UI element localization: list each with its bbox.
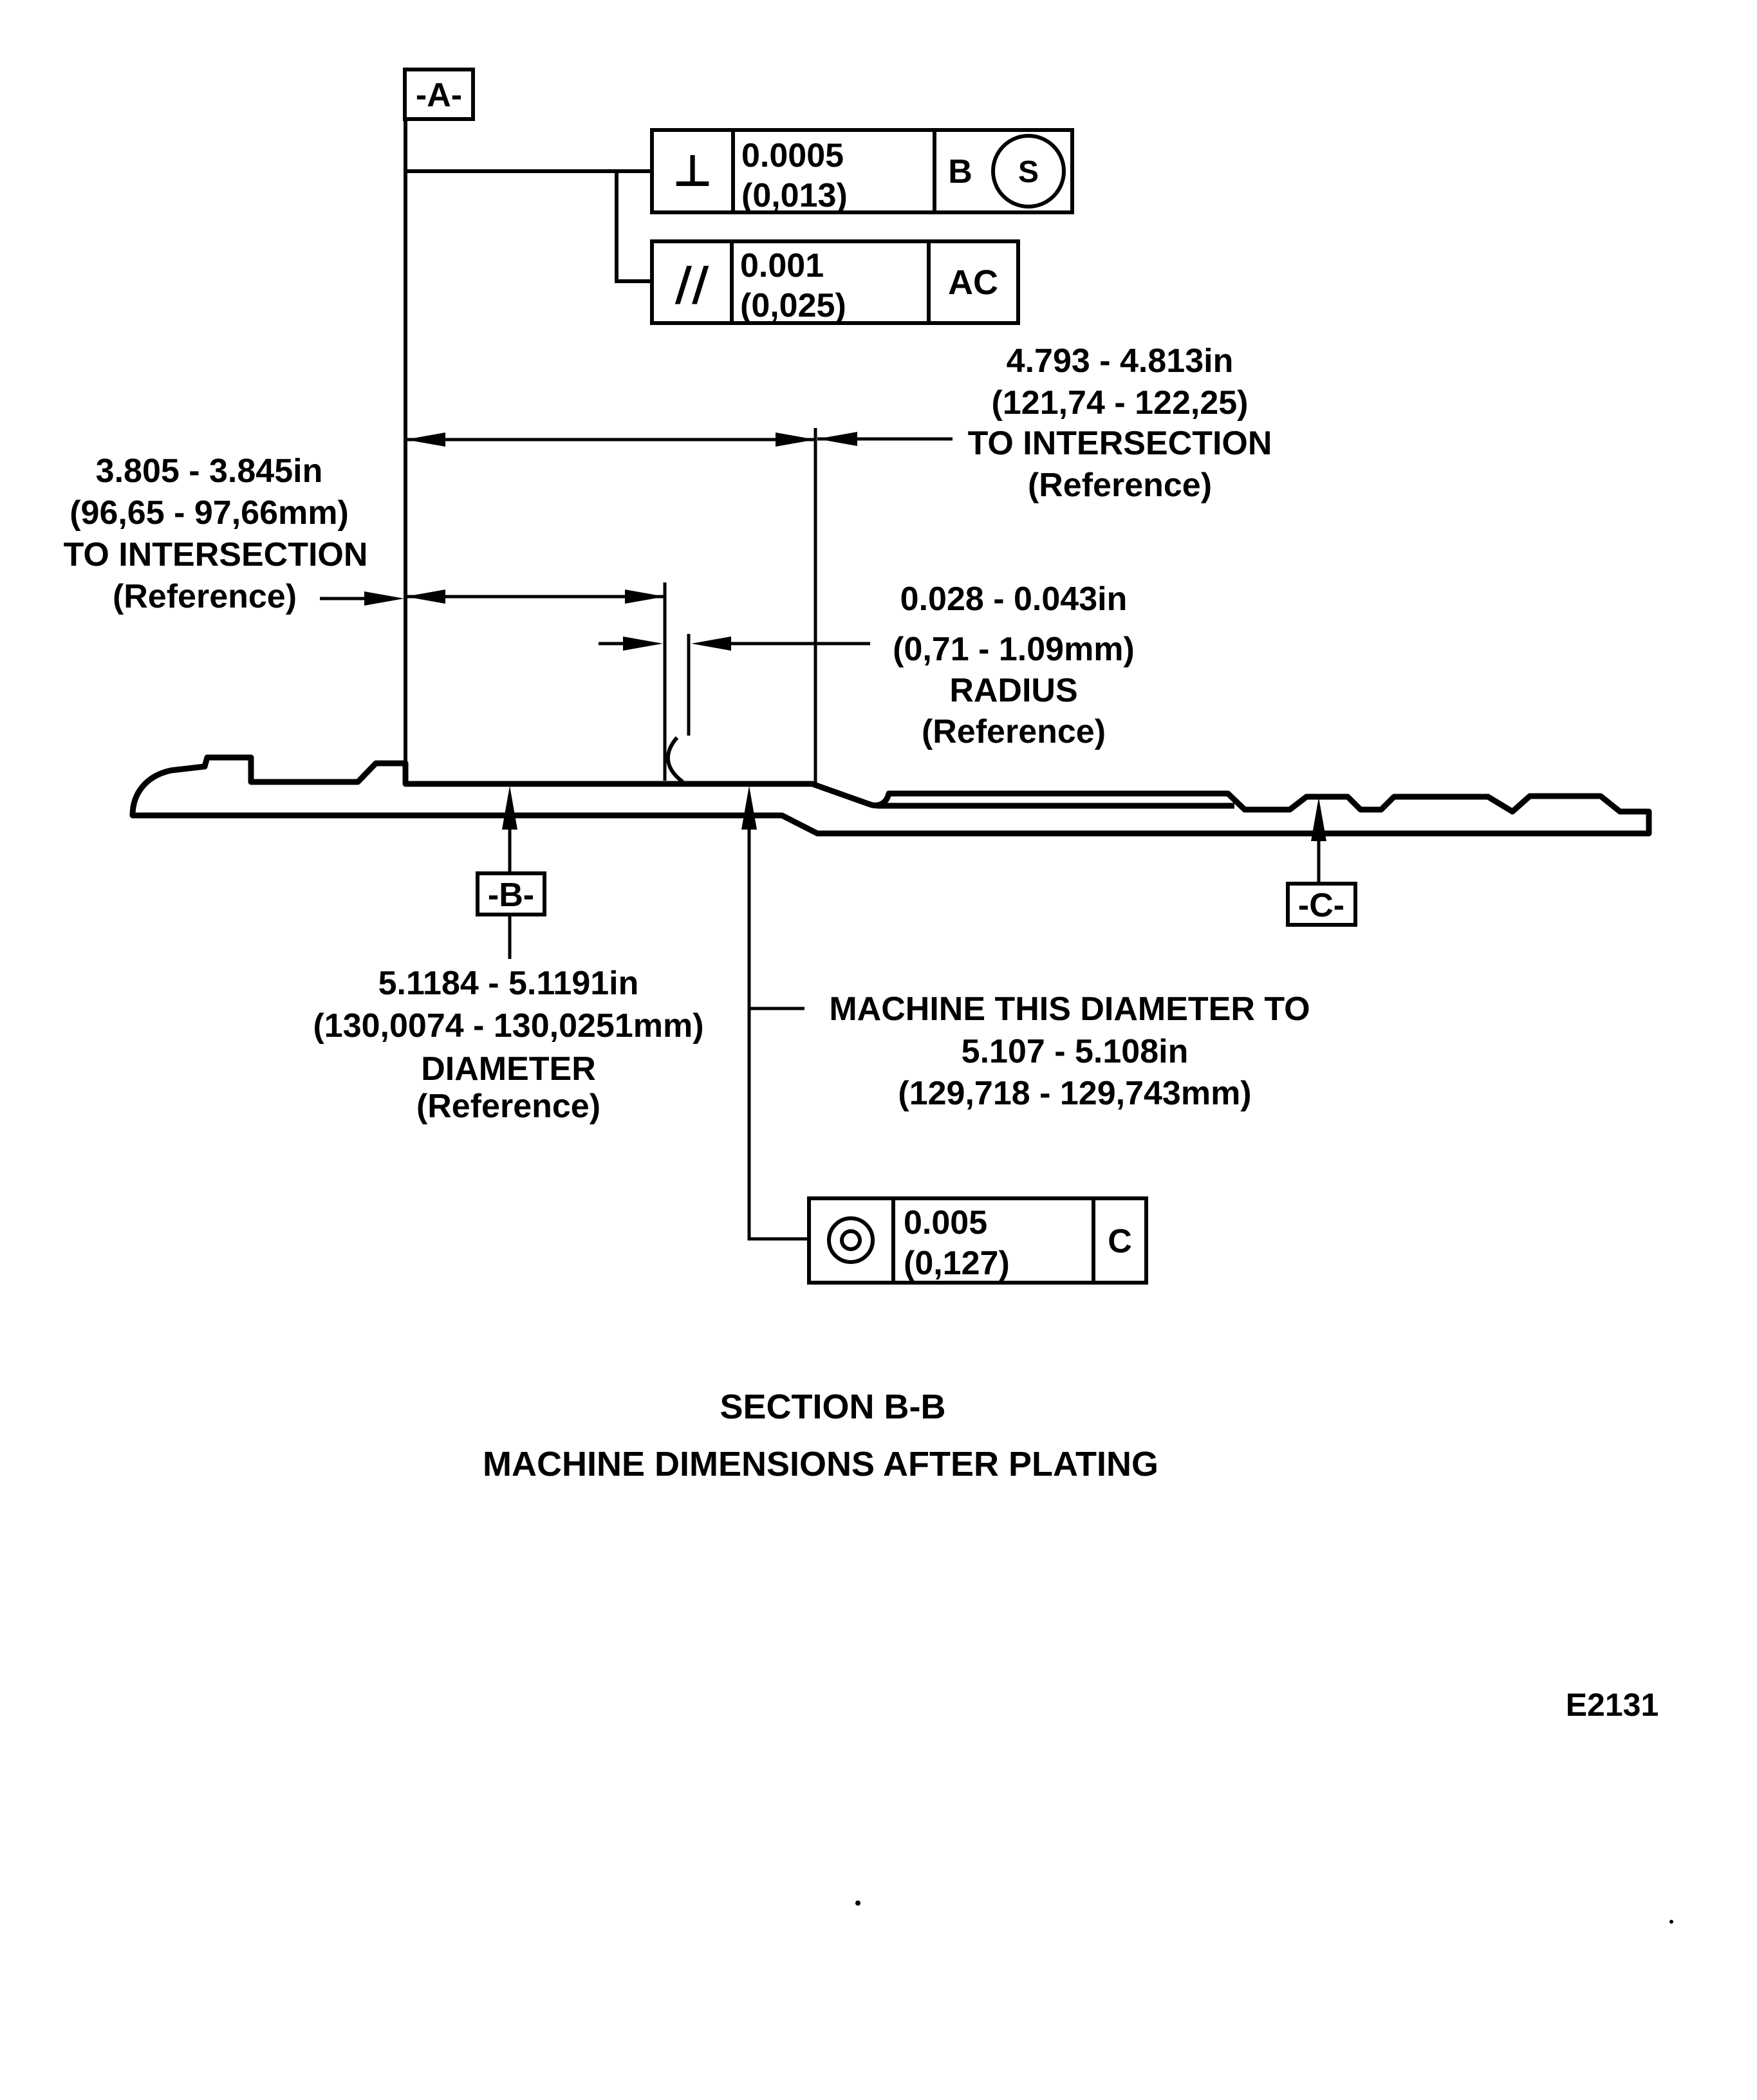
- arrowhead-right: [625, 590, 665, 604]
- annotation-line: 4.793 - 4.813in: [1006, 342, 1234, 380]
- annotation-line: MACHINE THIS DIAMETER TO: [829, 990, 1310, 1028]
- concentricity-tolerance-mm: (0,127): [904, 1245, 1010, 1282]
- annotation-line: 3.805 - 3.845in: [95, 452, 323, 490]
- parallelism-datum-ref: AC: [948, 263, 998, 302]
- annotation-line: (96,65 - 97,66mm): [70, 494, 349, 532]
- datum-b-group: [313, 786, 703, 1125]
- dimension-intersection-right: [405, 342, 1272, 784]
- arrowhead-left: [405, 590, 445, 604]
- annotation-line: (0,71 - 1.09mm): [893, 631, 1135, 668]
- fcf-parallelism: [652, 241, 1018, 324]
- parallelism-icon: //: [674, 257, 709, 311]
- fcf-concentricity: [809, 1198, 1146, 1283]
- machine-diameter-leader: [749, 827, 807, 1239]
- annotation-line: (130,0074 - 130,0251mm): [313, 1007, 704, 1045]
- annotation-line: (Reference): [112, 578, 297, 615]
- perpendicularity-datum-ref: B: [948, 153, 972, 190]
- concentricity-inner-circle: [842, 1231, 860, 1249]
- section-title: SECTION B-B: [720, 1388, 946, 1426]
- datum-c-label: -C-: [1297, 887, 1345, 924]
- section-subtitle: MACHINE DIMENSIONS AFTER PLATING: [483, 1445, 1158, 1483]
- arrowhead-up: [1311, 797, 1326, 841]
- arrowhead-up: [502, 786, 517, 830]
- annotation-line: (Reference): [416, 1088, 601, 1125]
- arrowhead-right: [776, 432, 815, 447]
- arrowhead-left: [691, 637, 731, 651]
- datum-b-label: -B-: [487, 877, 535, 914]
- annotation-diameter-reference: [313, 965, 703, 1125]
- parallelism-tolerance-mm: (0,025): [740, 287, 846, 324]
- scan-speck: [1669, 1920, 1673, 1924]
- part-cross-section: [133, 757, 1649, 833]
- perpendicularity-tolerance-mm: (0,013): [741, 177, 848, 214]
- datum-c-group: [1288, 797, 1355, 925]
- arrowhead-left: [817, 432, 857, 446]
- annotation-line: (Reference): [921, 713, 1106, 750]
- arrowhead-right: [364, 591, 404, 606]
- annotation-line: TO INTERSECTION: [63, 536, 368, 573]
- annotation-line: 5.1184 - 5.1191in: [378, 965, 639, 1002]
- annotation-intersection-left: [64, 452, 368, 615]
- machine-diameter-group: [741, 786, 1310, 1239]
- annotation-line: (129,718 - 129,743mm): [898, 1075, 1252, 1112]
- annotation-line: DIAMETER: [421, 1050, 596, 1088]
- fcf-bracket-line: [617, 171, 650, 281]
- dimension-intersection-left: [64, 452, 665, 615]
- concentricity-tolerance-in: 0.005: [904, 1204, 988, 1241]
- radius-fillet-arc: [668, 738, 683, 782]
- scan-speck: [855, 1900, 860, 1906]
- parallelism-tolerance-in: 0.001: [740, 247, 824, 284]
- part-outline: [133, 757, 1649, 833]
- concentricity-icon: [829, 1218, 873, 1262]
- arrowhead-left: [405, 432, 445, 447]
- annotation-intersection-right: [968, 342, 1272, 504]
- datum-a-group: [405, 70, 650, 784]
- concentricity-datum-ref: C: [1108, 1223, 1132, 1260]
- fcf-perpendicularity: [652, 130, 1072, 214]
- annotation-line: (Reference): [1027, 467, 1213, 504]
- dimension-radius: [599, 581, 1135, 782]
- annotation-radius: [893, 581, 1135, 750]
- datum-a-label: -A-: [415, 77, 463, 114]
- concentricity-outer-circle: [829, 1218, 873, 1262]
- annotation-line: TO INTERSECTION: [967, 425, 1272, 462]
- annotation-line: 0.028 - 0.043in: [900, 581, 1128, 618]
- perpendicularity-icon: ⊥: [672, 146, 713, 197]
- figure-id: E2131: [1565, 1687, 1659, 1723]
- annotation-line: 5.107 - 5.108in: [961, 1033, 1189, 1070]
- rfs-modifier-letter: S: [1018, 155, 1039, 189]
- annotation-line: (121,74 - 122,25): [991, 384, 1249, 422]
- perpendicularity-tolerance-in: 0.0005: [741, 137, 844, 174]
- arrowhead-up: [741, 786, 757, 830]
- annotation-line: RADIUS: [949, 672, 1078, 709]
- arrowhead-right: [623, 637, 663, 651]
- annotation-machine-diameter: [829, 990, 1310, 1112]
